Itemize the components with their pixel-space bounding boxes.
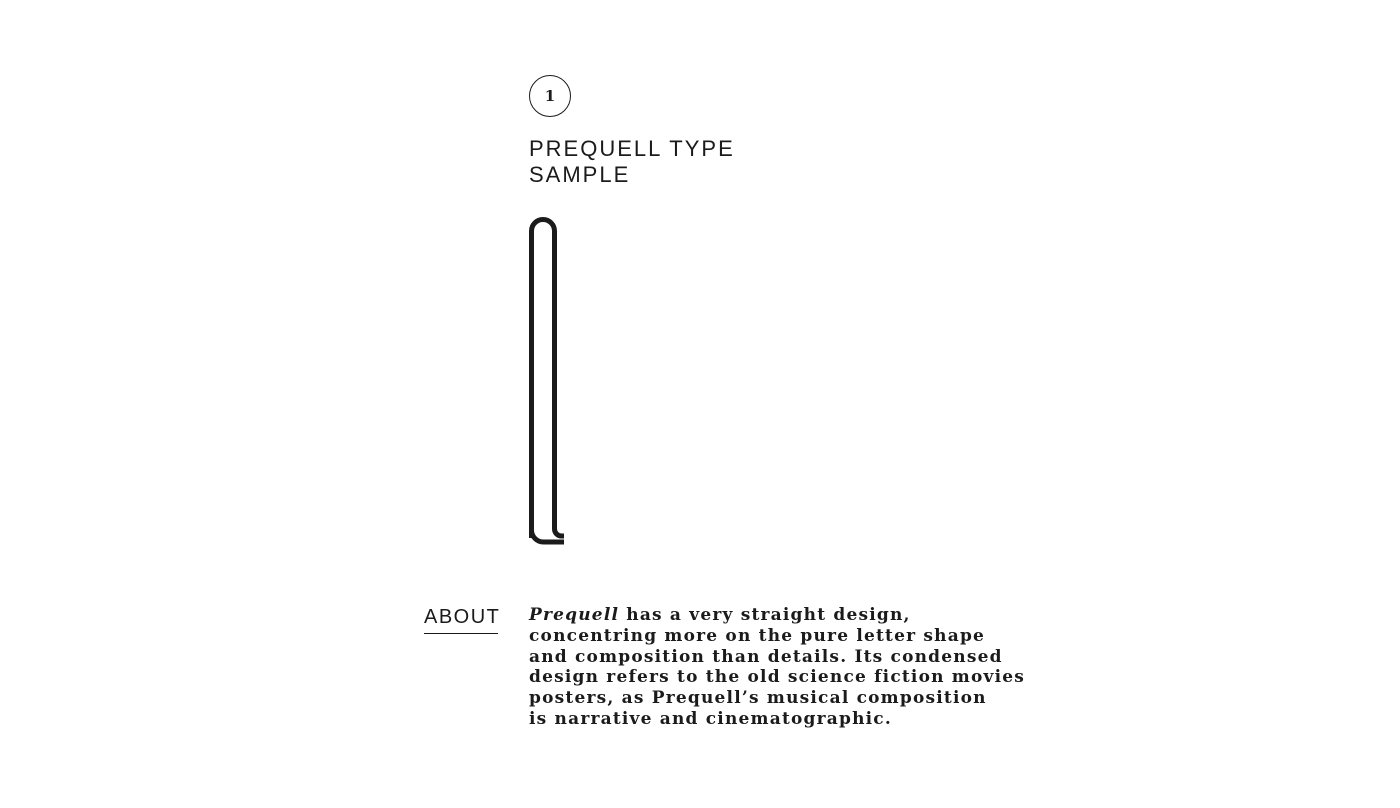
title-line: PREQUELL TYPE [529, 136, 735, 161]
about-line: and composition than details. Its condensed [529, 646, 1003, 667]
title-line: SAMPLE [529, 162, 631, 187]
about-line-rest: has a very straight design, [619, 605, 911, 625]
about-line [529, 605, 1029, 626]
letter-l-glyph-icon [526, 212, 570, 548]
about-line: is narrative and cinematographic. [529, 708, 892, 729]
about-line: posters, as Prequell’s musical composition [529, 688, 987, 709]
about-description [529, 605, 1029, 730]
page-title [529, 136, 735, 188]
about-heading: ABOUT [424, 605, 498, 634]
font-name: Prequell [529, 605, 620, 625]
about-line: design refers to the old science fiction movies [529, 667, 1026, 688]
sample-number-badge: 1 [529, 75, 571, 117]
about-line: concentring more on the pure letter shape [529, 625, 986, 646]
